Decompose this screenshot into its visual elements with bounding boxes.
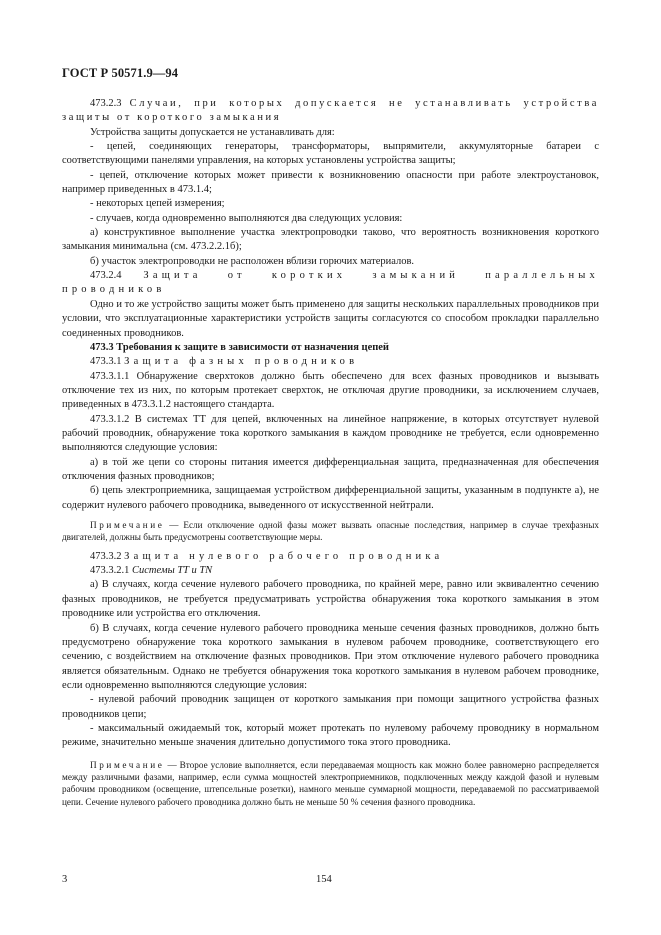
list-item: - цепей, соединяющих генераторы, трансформаторы, выпрямители, аккумуляторные батареи с соответствующими панелями управления, на которых установлены устройства защиты; (62, 141, 599, 167)
paragraph-473-3-1 (62, 355, 599, 369)
clause-title: Защита фазных проводников (124, 356, 359, 368)
clause-number: 473.3.2.1 (90, 565, 130, 577)
paragraph: а) В случаях, когда сечение нулевого рабочего проводника, по крайней мере, равно или эквивалентно сечению фазных проводников, не требуется предусматривать устройства обнаружения тока короткого замыкания в этом проводнике или устройства его отключения. (62, 579, 599, 620)
clause-number: 473.3.2 (90, 550, 122, 562)
clause-number: 473.3 (90, 341, 114, 353)
note (62, 519, 599, 544)
clause-title: Системы TT и TN (132, 565, 213, 577)
paragraph-473-2-3 (62, 97, 599, 126)
note-label: Примечание (90, 759, 165, 770)
page-number-center: 154 (316, 874, 332, 885)
page-number-left: 3 (62, 874, 68, 885)
paragraph: Одно и то же устройство защиты может быть применено для защиты нескольких параллельных проводников при условии, что эксплуатационные характеристики устройств защиты согласуются со способом прокладки параллельно соединенных проводников. (62, 298, 599, 339)
list-item: - максимальный ожидаемый ток, который может протекать по нулевому рабочему проводнику в нормальном режиме, значительно меньше значения длительно допустимого тока этого проводника. (62, 722, 599, 749)
clause-number: 473.3.1 (90, 356, 122, 368)
list-item: а) конструктивное выполнение участка электропроводки таково, что вероятность возникновения короткого замыкания минимальна (см. 473.2.2.1б); (62, 227, 599, 253)
note-text: — Второе условие выполняется, если передаваемая мощность как можно более равномерно распределяется между различными фазами, например, если сумма мощностей электроприемников, подключенных между каждой фазой и нулевым рабочим проводником (освещение, штепсельные розетки), намного меньше суммарной мощности, передаваемой по рассматриваемой цепи. Сечение нулевого рабочего проводника должно быть не меньше 50 % сечения фазного проводника. (62, 759, 599, 807)
paragraph-473-2-4 (62, 269, 599, 298)
note-label: Примечание (90, 519, 165, 530)
paragraph: 473.3.1.1 Обнаружение сверхтоков должно быть обеспечено для всех фазных проводников и вызывать отключение тех из них, по которым протекает сверхток, не отключая другие проводники, за исключением случаев, приведенных в 473.3.1.2 настоящего стандарта. (62, 370, 599, 411)
document-header: ГОСТ Р 50571.9—94 (62, 66, 179, 80)
paragraph-473-3-2-1 (62, 564, 599, 578)
clause-title: Защита от коротких замыканий параллельных проводников (62, 270, 600, 296)
clause-title: Защита нулевого рабочего проводника (124, 550, 444, 562)
clause-title: Требования к защите в зависимости от назначения цепей (116, 341, 389, 353)
list-item: - цепей, отключение которых может привести к возникновению опасности при работе электроустановок, например приведенных в 473.1.4; (62, 169, 599, 196)
paragraph-473-3 (62, 341, 599, 355)
paragraph: б) В случаях, когда сечение нулевого рабочего проводника меньше сечения фазных проводников, должно быть предусмотрено обнаружение тока короткого замыкания в нулевом рабочем проводнике, соответствующего его сечению, с воздействием на отключение фазных проводников. При этом отключение нулевого рабочего проводника является обязательным. Однако не требуется обнаружения тока короткого замыкания в нулевом рабочем проводнике, если одновременно выполняются следующие условия: (62, 622, 599, 691)
clause-title: Случаи, при которых допускается не устанавливать устройства защиты от короткого замыкания (62, 98, 599, 124)
list-item: - случаев, когда одновременно выполняются два следующих условия: (90, 212, 403, 224)
note-text: — Если отключение одной фазы может вызвать опасные последствия, например в случае трехфазных двигателей, должны быть предусмотрены соответствующие меры. (62, 519, 599, 543)
paragraph-473-3-2 (62, 550, 599, 564)
list-item: - некоторых цепей измерения; (90, 198, 225, 210)
list-item: - нулевой рабочий проводник защищен от короткого замыкания при помощи защитного устройства фазных проводников цепи; (62, 694, 599, 720)
document-body (62, 97, 599, 817)
note (62, 759, 599, 809)
list-item: б) цепь электроприемника, защищаемая устройством дифференциальной защиты, указанным в подпункте а), не содержит нулевого рабочего проводника, выведенного от искусственной нейтрали. (62, 485, 599, 511)
paragraph: 473.3.1.2 В системах ТТ для цепей, включенных на линейное напряжение, в которых отсутствует нулевой рабочий проводник, обнаружение тока короткого замыкания в каждом проводнике не требуется, если одновременно выполняются следующие условия: (62, 413, 599, 454)
list-item: б) участок электропроводки не расположен вблизи горючих материалов. (90, 255, 415, 267)
clause-number: 473.2.3 (90, 98, 122, 109)
list-item: а) в той же цепи со стороны питания имеется дифференциальная защита, предназначенная для обеспечения отключения фазных проводников; (62, 456, 599, 482)
paragraph: Устройства защиты допускается не устанавливать для: (90, 126, 335, 138)
clause-number: 473.2.4 (90, 270, 122, 282)
